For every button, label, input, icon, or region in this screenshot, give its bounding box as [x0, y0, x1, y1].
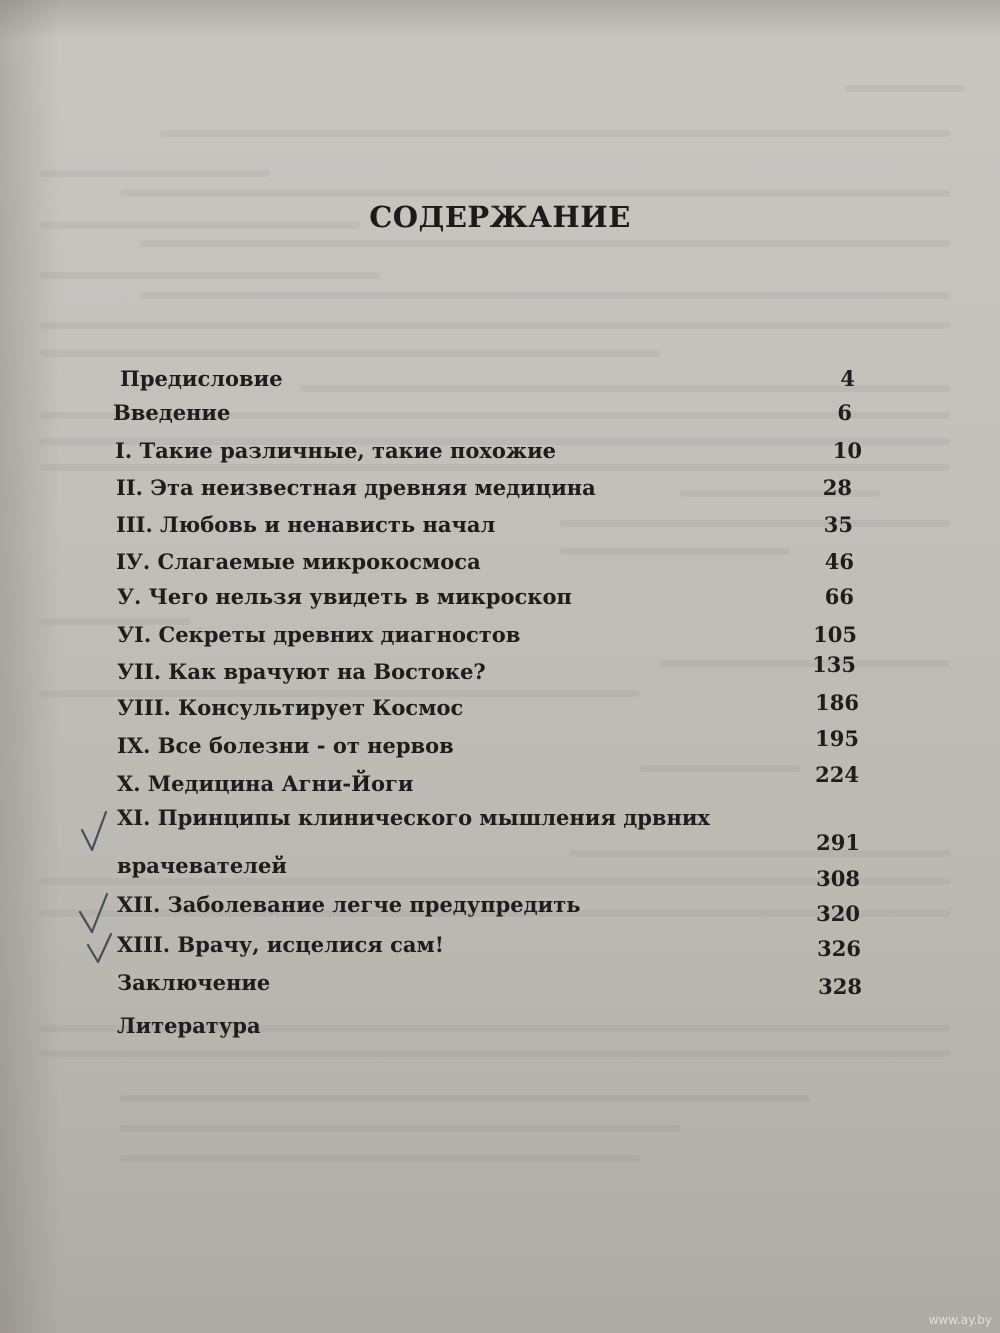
- toc-entry-page: 195: [815, 726, 859, 751]
- toc-entry-label: I. Такие различные, такие похожие: [115, 438, 557, 463]
- toc-entry-page: 308: [816, 866, 860, 891]
- toc-entry-label: УII. Как врачуют на Востоке?: [117, 659, 486, 684]
- toc-entry-page: 186: [815, 690, 859, 715]
- watermark: www.ay.by: [928, 1313, 992, 1327]
- toc-entry-label: УIII. Консультирует Космос: [117, 695, 464, 720]
- toc-entry-label: XI. Принципы клинического мышления дрвних: [117, 805, 710, 830]
- toc-entry-page: 46: [824, 549, 854, 574]
- toc-entry-label: Заключение: [117, 970, 271, 995]
- toc-entry-page: 326: [817, 936, 861, 961]
- toc-entry-page: 135: [812, 652, 856, 677]
- toc-entry-label: УI. Секреты древних диагностов: [117, 622, 521, 647]
- toc-entry-label: У. Чего нельзя увидеть в микроскоп: [117, 584, 572, 609]
- toc-entry-label: Введение: [113, 400, 231, 425]
- toc-entry-page: 291: [816, 830, 860, 855]
- toc-entry-label: Литература: [117, 1013, 261, 1038]
- toc-entry-page: 328: [818, 974, 862, 999]
- page-title: СОДЕРЖАНИЕ: [369, 200, 631, 234]
- toc-entry-label: врачевателей: [117, 853, 287, 878]
- toc-entry-page: 6: [837, 400, 852, 425]
- toc-entry-label: IX. Все болезни - от нервов: [117, 733, 454, 758]
- toc-entry-label: XIII. Врачу, исцелися сам!: [117, 932, 444, 957]
- toc-entry-page: 28: [822, 475, 852, 500]
- toc-entry-page: 35: [823, 512, 853, 537]
- toc-entry-label: Предисловие: [120, 366, 283, 391]
- toc-entry-page: 66: [824, 584, 854, 609]
- toc-entry-page: 10: [832, 438, 862, 463]
- toc-entry-label: III. Любовь и ненависть начал: [116, 512, 496, 537]
- toc-entry-page: 320: [816, 901, 860, 926]
- toc-entry-label: II. Эта неизвестная древняя медицина: [116, 475, 596, 500]
- toc-entry-label: IУ. Слагаемые микрокосмоса: [116, 549, 481, 574]
- toc-entry-label: X. Медицина Агни-Йоги: [117, 771, 414, 796]
- toc-entry-label: XII. Заболевание легче предупредить: [117, 892, 581, 917]
- toc-entry-page: 105: [813, 622, 857, 647]
- toc-entry-page: 224: [815, 762, 859, 787]
- toc-entry-page: 4: [840, 366, 855, 391]
